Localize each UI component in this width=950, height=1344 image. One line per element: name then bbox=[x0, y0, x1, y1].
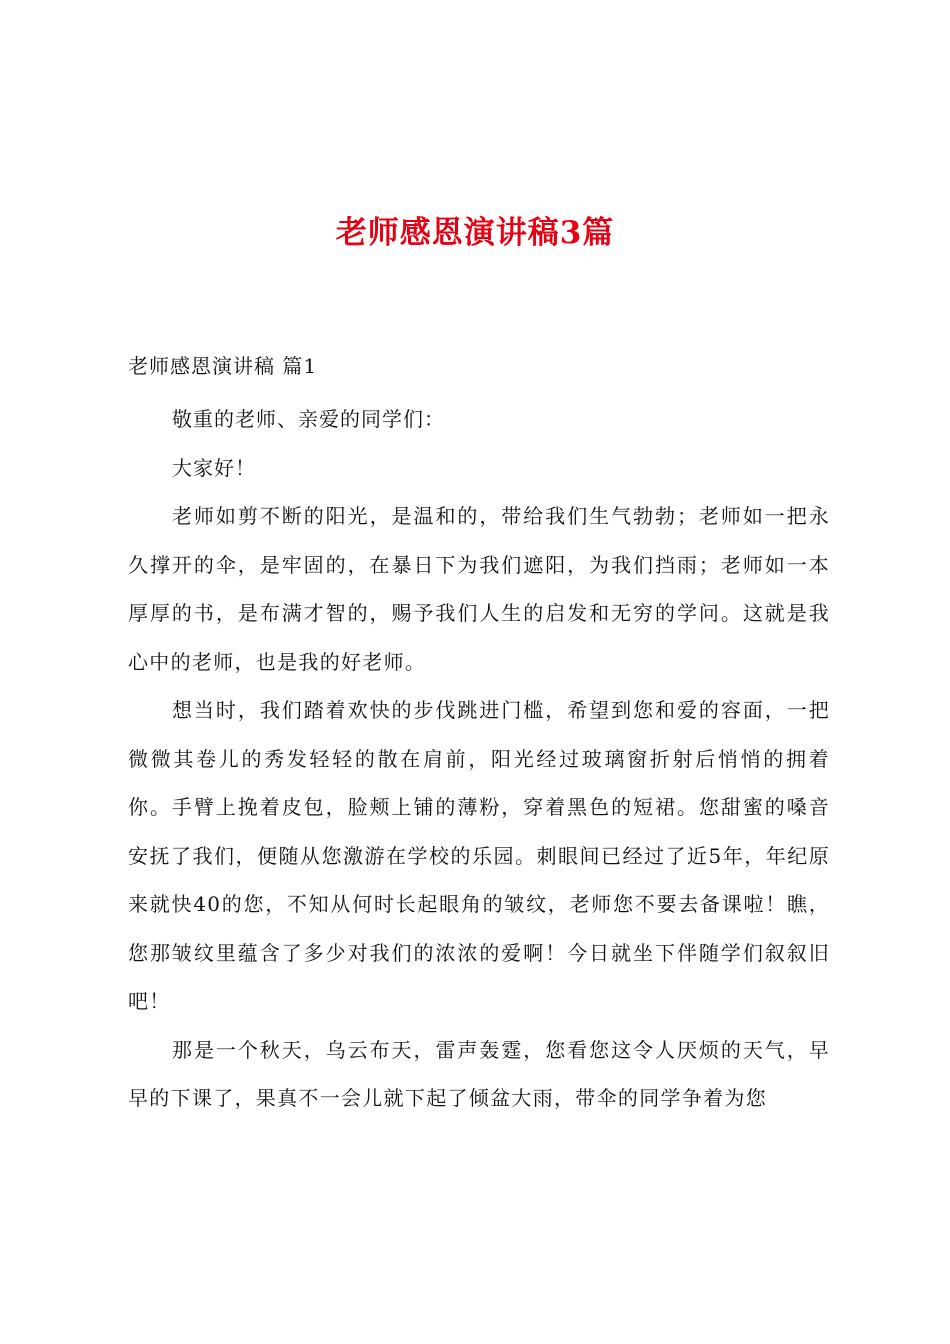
greeting: 大家好！ bbox=[172, 455, 256, 480]
document-body bbox=[128, 348, 830, 1123]
salutation: 敬重的老师、亲爱的同学们： bbox=[172, 407, 445, 431]
section-heading: 老师感恩演讲稿 篇1 bbox=[128, 354, 318, 378]
body-paragraph: 老师如剪不断的阳光，是温和的，带给我们生气勃勃；老师如一把永久撑开的伞，是牢固的，在暴日下为我们遮阳，为我们挡雨；老师如一本厚厚的书，是布满才智的，赐予我们人生的启发和无穷的学问。这就是我心中的老师，也是我的好老师。 bbox=[128, 504, 830, 674]
document-title: 老师感恩演讲稿3篇 bbox=[335, 215, 615, 251]
body-paragraph: 想当时，我们踏着欢快的步伐跳进门槛，希望到您和爱的容面，一把微微其卷儿的秀发轻轻的散在肩前，阳光经过玻璃窗折射后悄悄的拥着你。手臂上挽着皮包，脸颊上铺的薄粉，穿着黑色的短裙。您甜蜜的嗓音安抚了我们，便随从您激游在学校的乐园。刺眼间已经过了近5年，年纪原来就快40的您，不知从何时长起眼角的皱纹，老师您不要去备课啦！瞧，您那皱纹里蕴含了多少对我们的浓浓的爱啊！今日就坐下伴随学们叙叙旧吧！ bbox=[128, 698, 830, 1013]
body-paragraph: 那是一个秋天，乌云布天，雷声轰霆，您看您这令人厌烦的天气，早早的下课了，果真不一会儿就下起了倾盆大雨，带伞的同学争着为您 bbox=[128, 1037, 830, 1110]
